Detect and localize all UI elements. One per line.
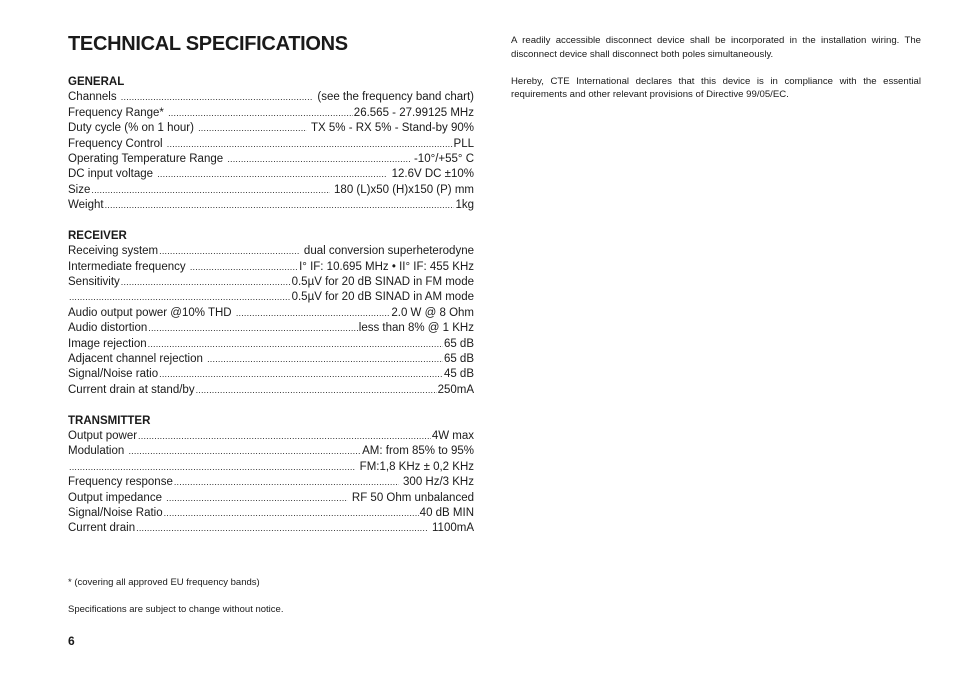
spec-label: Frequency response xyxy=(68,476,173,489)
spec-label: Image rejection xyxy=(68,337,147,350)
dot-leader xyxy=(69,290,291,305)
spec-row xyxy=(68,137,474,152)
dot-leader xyxy=(105,198,455,213)
spec-label: Output power xyxy=(68,429,138,442)
spec-value: less than 8% @ 1 KHz xyxy=(358,322,474,335)
spec-value: 26.565 - 27.99125 MHz xyxy=(353,106,474,119)
spec-label: Current drain at stand/by xyxy=(68,383,195,396)
spec-label: Receiving system xyxy=(68,245,159,258)
spec-label: Signal/Noise ratio xyxy=(68,368,159,381)
spec-label: Current drain xyxy=(68,522,136,535)
spec-value: 1100mA xyxy=(428,522,474,535)
spec-row xyxy=(68,367,474,382)
spec-value: 12.6V DC ±10% xyxy=(388,168,474,181)
dot-leader xyxy=(121,275,291,290)
spec-row xyxy=(68,506,474,521)
spec-label: Operating Temperature Range xyxy=(68,152,227,165)
spec-row xyxy=(68,475,474,490)
spec-row xyxy=(68,290,474,305)
spec-value: 180 (L)x50 (H)x150 (P) mm xyxy=(330,183,474,196)
section-transmitter xyxy=(68,414,474,537)
section-heading: RECEIVER xyxy=(68,229,127,242)
dot-leader xyxy=(207,352,443,367)
section-general xyxy=(68,75,474,214)
spec-row xyxy=(68,260,474,275)
section-heading: GENERAL xyxy=(68,76,125,88)
dot-leader xyxy=(69,460,355,475)
spec-row xyxy=(68,460,474,475)
section-receiver xyxy=(68,229,474,398)
spec-row xyxy=(68,521,474,536)
dot-leader xyxy=(196,383,437,398)
spec-value: 0.5µV for 20 dB SINAD in FM mode xyxy=(291,276,474,289)
spec-label: DC input voltage xyxy=(68,168,157,181)
spec-label: Signal/Noise Ratio xyxy=(68,506,163,519)
spec-label: Audio distortion xyxy=(68,322,148,335)
compliance-declaration: Hereby, CTE International declares that this device is in compliance with the essential requirements and other relevant provisions of Directive 99/05/EC. xyxy=(511,75,921,100)
dot-leader xyxy=(159,244,300,259)
spec-row xyxy=(68,383,474,398)
spec-row xyxy=(68,121,474,136)
spec-row xyxy=(68,106,474,121)
dot-leader xyxy=(121,90,313,105)
dot-leader xyxy=(174,475,399,490)
section-heading: TRANSMITTER xyxy=(68,414,151,427)
page-number: 6 xyxy=(68,634,75,648)
spec-value: 0.5µV for 20 dB SINAD in AM mode xyxy=(291,291,474,304)
dot-leader xyxy=(138,429,431,444)
footnote: * (covering all approved EU frequency bands) xyxy=(68,577,260,588)
spec-row xyxy=(68,198,474,213)
spec-value: 1kg xyxy=(455,199,474,212)
spec-value: dual conversion superheterodyne xyxy=(300,245,474,258)
spec-value: PLL xyxy=(453,137,474,150)
spec-value: 45 dB xyxy=(443,368,474,381)
spec-row xyxy=(68,444,474,459)
spec-label: Channels xyxy=(68,91,120,104)
spec-row xyxy=(68,244,474,259)
spec-label: Modulation xyxy=(68,445,128,458)
dot-leader xyxy=(167,137,453,152)
dot-leader xyxy=(190,260,298,275)
dot-leader xyxy=(164,506,419,521)
spec-value: 300 Hz/3 KHz xyxy=(399,476,474,489)
spec-row xyxy=(68,275,474,290)
spec-row xyxy=(68,167,474,182)
disclaimer: Specifications are subject to change without notice. xyxy=(68,604,284,615)
dot-leader xyxy=(166,491,348,506)
spec-value: (see the frequency band chart) xyxy=(314,91,474,104)
spec-label: Frequency Control xyxy=(68,137,166,150)
spec-value: AM: from 85% to 95% xyxy=(362,445,474,458)
dot-leader xyxy=(136,521,428,536)
dot-leader xyxy=(236,306,391,321)
dot-leader xyxy=(148,321,357,336)
spec-row xyxy=(68,491,474,506)
spec-row xyxy=(68,90,474,105)
spec-label: Output impedance xyxy=(68,491,166,504)
dot-leader xyxy=(91,183,329,198)
notice-column xyxy=(511,34,921,115)
spec-label: Sensitivity xyxy=(68,276,120,289)
spec-value: 40 dB MIN xyxy=(419,506,474,519)
spec-sections xyxy=(68,75,474,537)
spec-value: 65 dB xyxy=(443,337,474,350)
spec-column xyxy=(68,30,474,537)
dot-leader xyxy=(168,106,353,121)
spec-row xyxy=(68,337,474,352)
spec-label: Weight xyxy=(68,199,104,212)
spec-label: Adjacent channel rejection xyxy=(68,353,207,366)
spec-row xyxy=(68,352,474,367)
dot-leader xyxy=(148,337,443,352)
spec-label: Frequency Range* xyxy=(68,106,168,119)
dot-leader xyxy=(159,367,443,382)
disconnect-notice: A readily accessible disconnect device shall be incorporated in the installation wiring. The disconnect device shall disconnect both poles simultaneously. xyxy=(511,35,921,60)
dot-leader xyxy=(198,121,307,136)
spec-value: 65 dB xyxy=(443,353,474,366)
spec-value: 4W max xyxy=(431,429,474,442)
dot-leader xyxy=(128,444,361,459)
spec-value: FM:1,8 KHz ± 0,2 KHz xyxy=(356,460,474,473)
spec-value: 250mA xyxy=(437,383,474,396)
spec-row xyxy=(68,321,474,336)
spec-label: Intermediate frequency xyxy=(68,260,189,273)
dot-leader xyxy=(157,167,387,182)
spec-value: 2.0 W @ 8 Ohm xyxy=(391,306,474,319)
dot-leader xyxy=(227,152,409,167)
spec-row xyxy=(68,306,474,321)
spec-row xyxy=(68,429,474,444)
spec-label: Audio output power @10% THD xyxy=(68,306,235,319)
spec-label: Size xyxy=(68,183,91,196)
spec-row xyxy=(68,183,474,198)
spec-value: I° IF: 10.695 MHz • II° IF: 455 KHz xyxy=(299,260,474,273)
spec-value: RF 50 Ohm unbalanced xyxy=(348,491,474,504)
spec-label: Duty cycle (% on 1 hour) xyxy=(68,122,198,135)
spec-value: TX 5% - RX 5% - Stand-by 90% xyxy=(308,122,474,135)
spec-value: -10°/+55° C xyxy=(410,152,474,165)
page-title: TECHNICAL SPECIFICATIONS xyxy=(68,33,348,55)
spec-row xyxy=(68,152,474,167)
